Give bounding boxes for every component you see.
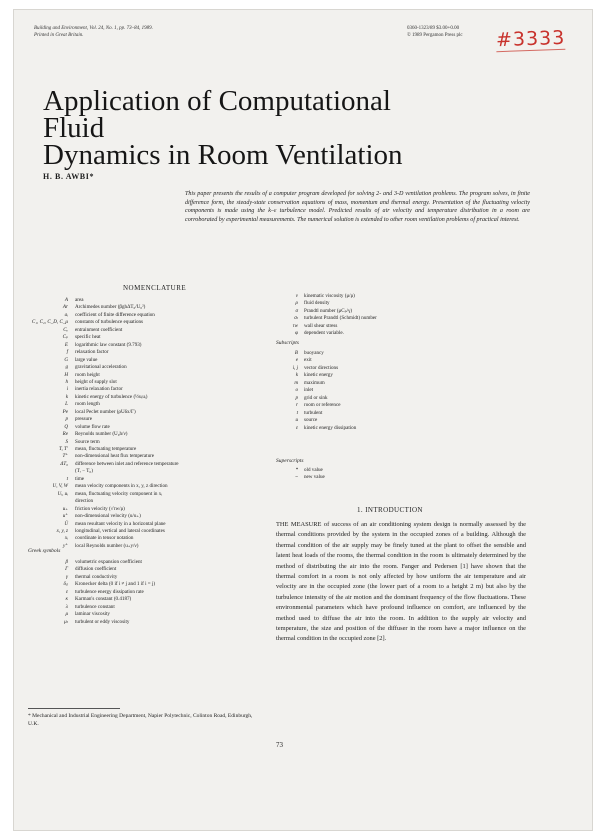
nomenclature-symbol: k: [65, 393, 68, 400]
nomenclature-definition: grid or sink: [304, 394, 328, 401]
nomenclature-symbol: G: [64, 356, 68, 363]
nomenclature-symbol: y⁺: [63, 542, 68, 549]
handwritten-number-stamp: #3333: [495, 26, 566, 52]
nomenclature-symbol: Ū: [64, 520, 68, 527]
nomenclature-symbol: Q: [64, 423, 68, 430]
nomenclature-symbol: δᵢⱼ: [63, 581, 68, 588]
nomenclature-definition: difference between inlet and reference temperature: [75, 460, 179, 467]
nomenclature-definition: kinetic energy: [304, 372, 333, 379]
nomenclature-symbol: Ar: [62, 304, 68, 311]
nomenclature-definition: (Tᵣ − T₀): [75, 468, 93, 475]
nomenclature-definition: thermal conductivity: [75, 573, 118, 580]
nomenclature-symbol: μ: [65, 611, 68, 618]
nomenclature-symbol: β: [65, 559, 68, 565]
nomenclature-symbol: m: [294, 379, 298, 386]
issn-line-1: 0360-1323/89 $3.00+0.00: [407, 26, 460, 31]
nomenclature-definition: diffusion coefficient: [75, 566, 117, 573]
nomenclature-definition: Kronecker delta (0 if i ≠ j and 1 if i = j): [75, 581, 156, 588]
nomenclature-definition: local Reynolds number (u₊y/ν): [75, 542, 139, 549]
nomenclature-definition: maximum: [304, 379, 325, 386]
nomenclature-symbol: i, j: [292, 364, 298, 371]
nomenclature-definition: Reynolds number (U₀h/ν): [75, 431, 128, 438]
nomenclature-definition: turbulent or eddy viscosity: [75, 618, 130, 625]
nomenclature-definition: dependent variable.: [304, 330, 344, 336]
nomenclature-symbol: ν: [295, 293, 298, 299]
nomenclature-symbol: E: [64, 341, 68, 348]
abstract: This paper presents the results of a computer program developed for solving 2- and 3-D ventilation problems. The program solves, in finite difference form, the steady-state conservation equations of mass, momentum and thermal energy. Presentation of the fluctuating velocity components is made using the k–ε turbulence model. Predicted results of air velocity and temperature distribution in a room are corroborated by experimental measurements. The numerical solution is extended to other room ventilation problems of practical interest.: [185, 191, 530, 223]
nomenclature-definition: mean, fluctuating temperature: [75, 446, 137, 452]
nomenclature-definition: non-dimensional heat flux temperature: [75, 453, 155, 460]
nomenclature-definition: room or reference: [304, 402, 341, 409]
nomenclature-definition: Prandtl number (μCₚ/γ): [304, 307, 353, 314]
nomenclature-symbol: Cₚ: [62, 334, 68, 341]
nomenclature-heading: NOMENCLATURE: [123, 284, 187, 292]
nomenclature-definition: vector directions: [304, 364, 339, 371]
nomenclature-symbol: Cₑ: [63, 326, 68, 333]
nomenclature-definition: new value: [304, 474, 325, 481]
nomenclature-symbol: *: [295, 467, 298, 473]
title-line-2: Dynamics in Room Ventilation: [43, 139, 403, 171]
nomenclature-symbol: ρ: [295, 300, 298, 307]
superscripts-label: Superscripts: [276, 458, 304, 464]
nomenclature-definition: volume flow rate: [75, 423, 110, 430]
nomenclature-definition: Archimedes number (βghΔT₀/U₀²): [75, 304, 146, 311]
nomenclature-definition: coefficient of finite difference equation: [75, 311, 155, 318]
title-line-1: Application of Computational Fluid: [43, 85, 391, 144]
nomenclature-symbol: ε: [65, 588, 68, 595]
nomenclature-definition: Karman's constant (0.4187): [75, 596, 132, 603]
nomenclature-definition: room height: [75, 371, 100, 378]
nomenclature-definition: wall shear stress: [304, 322, 338, 329]
issn-line-2: © 1989 Pergamon Press plc: [407, 33, 463, 38]
nomenclature-symbol: e: [295, 357, 298, 364]
journal-citation: [34, 25, 153, 39]
nomenclature-symbol: Re: [62, 431, 68, 438]
introduction-text: THE MEASURE of success of an air conditioning system design is normally assessed by the thermal conditions provided by the system in the occupied zones of a building. Although the thermal condition of the air supply may be finely tuned at the plant to offset the sensible and latent heat loads of the rooms, the thermal condition in the room is ultimately determined by the method of distributing the air into the room. Fanger and Pedersen [1] have shown that the thermal comfort in a room is not only affected by how uniform the air temperature and air velocity are in the occupied zone (the lower part of a room to a height 2 m) but also by the turbulence intensity of the air motion and the dominant frequency of the flow fluctuations. These environmental parameters which have profound influence on comfort, are influenced by the method used to diffuse the air into the room. In addition to the supply air velocity and temperature, the size and position of the diffuser in the room have a major influence on the thermal condition in the occupied zone [2].: [276, 521, 526, 643]
nomenclature-definition: mean, fluctuating velocity component in xᵢ: [75, 490, 163, 497]
nomenclature-definition: source: [304, 417, 318, 424]
nomenclature-symbol: h: [65, 378, 68, 385]
nomenclature-definition: mean resultant velocity in a horizontal plane: [75, 520, 166, 527]
nomenclature-definition: turbulent: [304, 409, 323, 416]
nomenclature-definition: large value: [75, 356, 98, 363]
nomenclature-definition: laminar viscosity: [75, 611, 110, 618]
nomenclature-symbol: C₁, C₂, C_D, C_μ: [31, 319, 68, 326]
nomenclature-symbol: r: [296, 402, 298, 409]
nomenclature-symbol: A: [64, 297, 68, 303]
nomenclature-symbol: T⁺: [62, 453, 68, 460]
nomenclature-definition: non-dimensional velocity (u/u₊): [75, 513, 141, 520]
nomenclature-definition: gravitational acceleration: [75, 364, 127, 371]
footnote-rule: [28, 708, 120, 709]
nomenclature-definition: time: [75, 475, 85, 482]
nomenclature-definition: friction velocity (√τw/ρ): [75, 505, 125, 512]
nomenclature-definition: room length: [75, 401, 100, 408]
journal-line-1: Building and Environment, Vol. 24, No. 1, pp. 73–84, 1989.: [34, 26, 153, 31]
nomenclature-definition: longitudinal, vertical and lateral coordinates: [75, 527, 165, 534]
journal-line-2: Printed in Great Britain.: [34, 33, 84, 38]
nomenclature-definition: kinematic viscosity (μ/ρ): [304, 293, 355, 299]
nomenclature-symbol: u⁺: [62, 513, 68, 520]
nomenclature-symbol: f: [66, 349, 68, 356]
nomenclature-symbol: γ: [65, 573, 68, 580]
nomenclature-definition: inlet: [304, 387, 314, 394]
nomenclature-symbol: H: [64, 371, 68, 378]
nomenclature-symbol: u: [295, 417, 298, 424]
author-name: H. B. AWBI*: [43, 172, 95, 181]
nomenclature-symbol: μₜ: [64, 618, 68, 625]
greek-symbols-label: Greek symbols: [28, 548, 61, 554]
nomenclature-definition: area: [75, 297, 84, 303]
nomenclature-symbol: aᵢ: [64, 311, 68, 318]
nomenclature-definition: entrainment coefficient: [75, 326, 123, 333]
nomenclature-symbol: σ: [295, 307, 298, 314]
nomenclature-symbol: t: [296, 409, 298, 416]
nomenclature-definition: relaxation factor: [75, 349, 109, 356]
nomenclature-definition: kinetic energy of turbulence (½uᵢuᵢ): [75, 393, 148, 400]
nomenclature-symbol: Pe: [62, 408, 68, 415]
nomenclature-symbol: B: [294, 350, 298, 356]
nomenclature-symbol: ΔT₀: [60, 460, 68, 467]
nomenclature-symbol: p: [65, 416, 68, 423]
nomenclature-symbol: xᵢ: [64, 535, 68, 542]
nomenclature-symbol: x, y, z: [56, 527, 68, 534]
nomenclature-definition: height of supply slot: [75, 378, 117, 385]
nomenclature-symbol: T, T′: [59, 446, 68, 452]
nomenclature-definition: exit: [304, 357, 312, 364]
nomenclature-symbol: Γ: [65, 566, 68, 573]
author-affiliation-footnote: * Mechanical and Industrial Engineering Department, Napier Polytechnic, Colinton Road, Edinburgh, U.K.: [28, 713, 253, 727]
nomenclature-definition: local Peclet number (ρUδx/Γ): [75, 408, 136, 415]
nomenclature-definition: old value: [304, 467, 323, 473]
nomenclature-symbol: ~: [295, 474, 298, 481]
nomenclature-definition: direction: [75, 498, 94, 505]
nomenclature-definition: Source term: [75, 438, 100, 445]
nomenclature-symbol: i: [66, 386, 68, 393]
nomenclature-symbol: p: [295, 394, 298, 401]
paper-title: [43, 85, 403, 171]
nomenclature-definition: fluid density: [304, 300, 330, 307]
nomenclature-symbol: k: [295, 372, 298, 379]
nomenclature-symbol: φ: [295, 330, 298, 336]
nomenclature-definition: buoyancy: [304, 350, 324, 356]
nomenclature-symbol: g: [65, 364, 68, 371]
subscripts-label: Subscripts: [276, 340, 299, 346]
nomenclature-definition: pressure: [75, 416, 92, 423]
nomenclature-symbol: σₜ: [294, 315, 298, 322]
issn-block: [407, 25, 463, 39]
nomenclature-definition: kinetic energy dissipation: [304, 424, 357, 431]
nomenclature-symbol: Uᵢ, uᵢ: [57, 490, 68, 497]
nomenclature-definition: turbulence constant: [75, 603, 115, 610]
nomenclature-symbol: L: [65, 401, 68, 408]
nomenclature-definition: inertia relaxation factor: [75, 386, 123, 393]
nomenclature-definition: specific heat: [75, 334, 101, 341]
nomenclature-symbol: κ: [65, 596, 68, 603]
nomenclature-symbol: o: [295, 387, 298, 394]
nomenclature-definition: coordinate in tensor notation: [75, 535, 134, 542]
nomenclature-definition: logarithmic law constant (9.793): [75, 341, 142, 348]
nomenclature-symbol: ε: [295, 424, 298, 431]
nomenclature-symbol: λ: [65, 603, 68, 610]
introduction-heading: 1. INTRODUCTION: [357, 506, 423, 514]
nomenclature-symbol: S: [65, 438, 68, 445]
nomenclature-symbol: U, V, W: [52, 483, 68, 490]
nomenclature-definition: constants of turbulence equations: [75, 319, 144, 326]
nomenclature-definition: turbulence energy dissipation rate: [75, 588, 144, 595]
page-number: 73: [276, 741, 283, 749]
nomenclature-symbol: u₊: [62, 505, 68, 512]
nomenclature-definition: turbulent Prandtl (Schmidt) number: [304, 315, 377, 322]
nomenclature-symbol: t: [66, 475, 68, 482]
nomenclature-definition: volumetric expansion coefficient: [75, 559, 142, 565]
nomenclature-symbol: τw: [292, 322, 298, 329]
nomenclature-definition: mean velocity components in x, y, z direction: [75, 483, 168, 490]
